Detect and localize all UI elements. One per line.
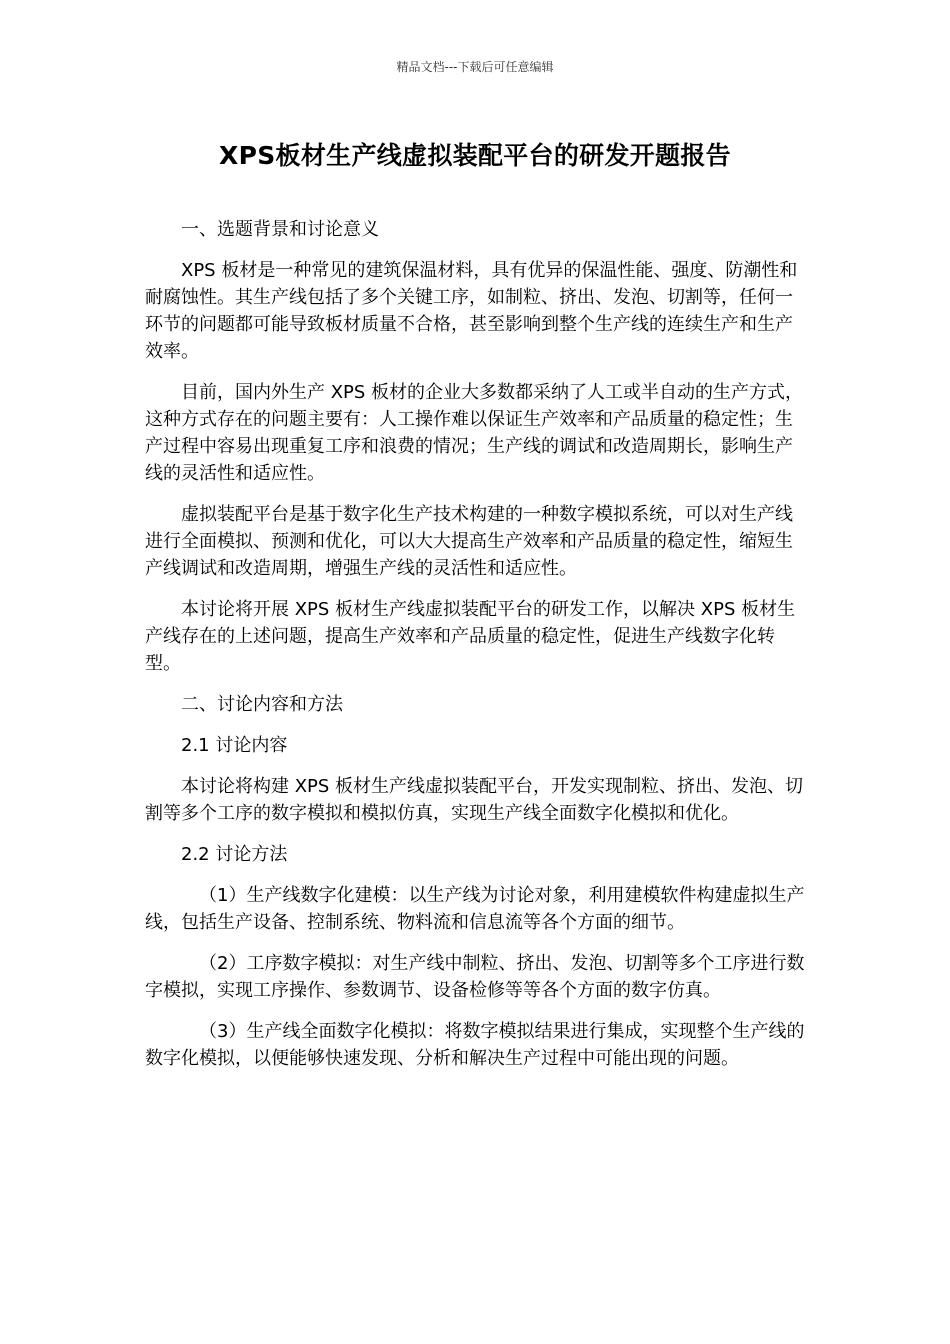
subsection-heading: 2.2 讨论方法 (181, 844, 288, 865)
subsection-heading: 2.1 讨论内容 (181, 735, 288, 756)
body-paragraph: 虚拟装配平台是基于数字化生产技术构建的一种数字模拟系统，可以对生产线进行全面模拟、预测和优化，可以大大提高生产效率和产品质量的稳定性，缩短生产线调试和改造周期，增强生产线的灵活性和适应性。 (145, 504, 793, 579)
method-item: （2）工序数字模拟：对生产线中制粒、挤出、发泡、切割等多个工序进行数字模拟，实现工序操作、参数调节、设备检修等等各个方面的数字仿真。 (145, 953, 805, 1001)
body-paragraph: 目前，国内外生产 XPS 板材的企业大多数都采纳了人工或半自动的生产方式，这种方式存在的问题主要有：人工操作难以保证生产效率和产品质量的稳定性；生产过程中容易出现重复工序和浪费的情况；生产线的调试和改造周期长，影响生产线的灵活性和适应性。 (145, 382, 804, 484)
section-heading: 二、讨论内容和方法 (181, 694, 343, 715)
header-watermark: 精品文档---下载后可任意编辑 (396, 60, 554, 74)
body-paragraph: 本讨论将开展 XPS 板材生产线虚拟装配平台的研发工作，以解决 XPS 板材生产线存在的上述问题，提高生产效率和产品质量的稳定性，促进生产线数字化转型。 (145, 599, 796, 674)
method-item: （3）生产线全面数字化模拟：将数字模拟结果进行集成，实现整个生产线的数字化模拟，以便能够快速发现、分析和解决生产过程中可能出现的问题。 (145, 1021, 805, 1069)
document-title: XPS板材生产线虚拟装配平台的研发开题报告 (219, 141, 731, 170)
section-heading: 一、选题背景和讨论意义 (181, 219, 379, 240)
document-body (145, 216, 810, 1086)
body-paragraph: XPS 板材是一种常见的建筑保温材料，具有优异的保温性能、强度、防潮性和耐腐蚀性。其生产线包括了多个关键工序，如制粒、挤出、发泡、切割等，任何一环节的问题都可能导致板材质量不合格，甚至影响到整个生产线的连续生产和生产效率。 (145, 260, 798, 362)
body-paragraph: 本讨论将构建 XPS 板材生产线虚拟装配平台，开发实现制粒、挤出、发泡、切割等多个工序的数字模拟和模拟仿真，实现生产线全面数字化模拟和优化。 (145, 776, 804, 824)
method-item: （1）生产线数字化建模：以生产线为讨论对象，利用建模软件构建虚拟生产线，包括生产设备、控制系统、物料流和信息流等各个方面的细节。 (145, 885, 805, 933)
